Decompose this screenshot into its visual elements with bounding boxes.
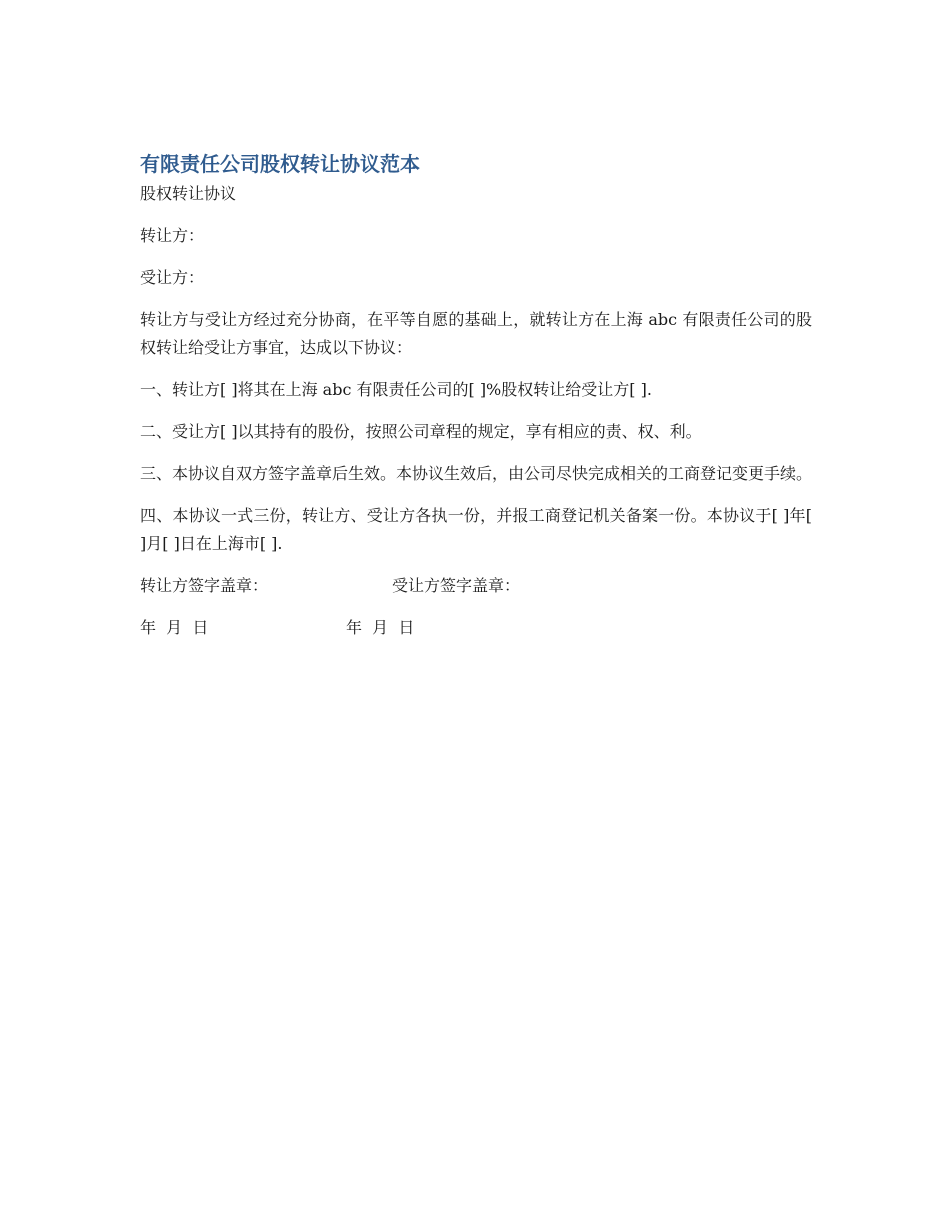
document-title: 有限责任公司股权转让协议范本 <box>140 152 420 176</box>
transferee-signature-label: 受让方签字盖章： <box>392 576 521 595</box>
signature-row <box>140 572 812 600</box>
date-row <box>140 614 812 642</box>
transferee-date: 年 月 日 <box>346 618 415 637</box>
clause-1: 一、转让方[ ]将其在上海 abc 有限责任公司的[ ]%股权转让给受让方[ ]. <box>140 380 652 399</box>
document-body <box>140 148 812 656</box>
clause-3: 三、本协议自双方签字盖章后生效。本协议生效后，由公司尽快完成相关的工商登记变更手续。 <box>140 464 813 483</box>
transferee-line: 受让方： <box>140 268 205 287</box>
transferor-signature-label: 转让方签字盖章： <box>140 576 269 595</box>
clause-4: 四、本协议一式三份，转让方、受让方各执一份，并报工商登记机关备案一份。本协议于[ ]年[ ]月[ ]日在上海市[ ]. <box>140 506 812 553</box>
transferor-date: 年 月 日 <box>140 618 209 637</box>
agreement-subtitle: 股权转让协议 <box>140 184 237 203</box>
preamble-paragraph: 转让方与受让方经过充分协商，在平等自愿的基础上，就转让方在上海 abc 有限责任公司的股权转让给受让方事宜，达成以下协议： <box>140 310 812 357</box>
transferor-line: 转让方： <box>140 226 205 245</box>
clause-2: 二、受让方[ ]以其持有的股份，按照公司章程的规定，享有相应的责、权、利。 <box>140 422 702 441</box>
